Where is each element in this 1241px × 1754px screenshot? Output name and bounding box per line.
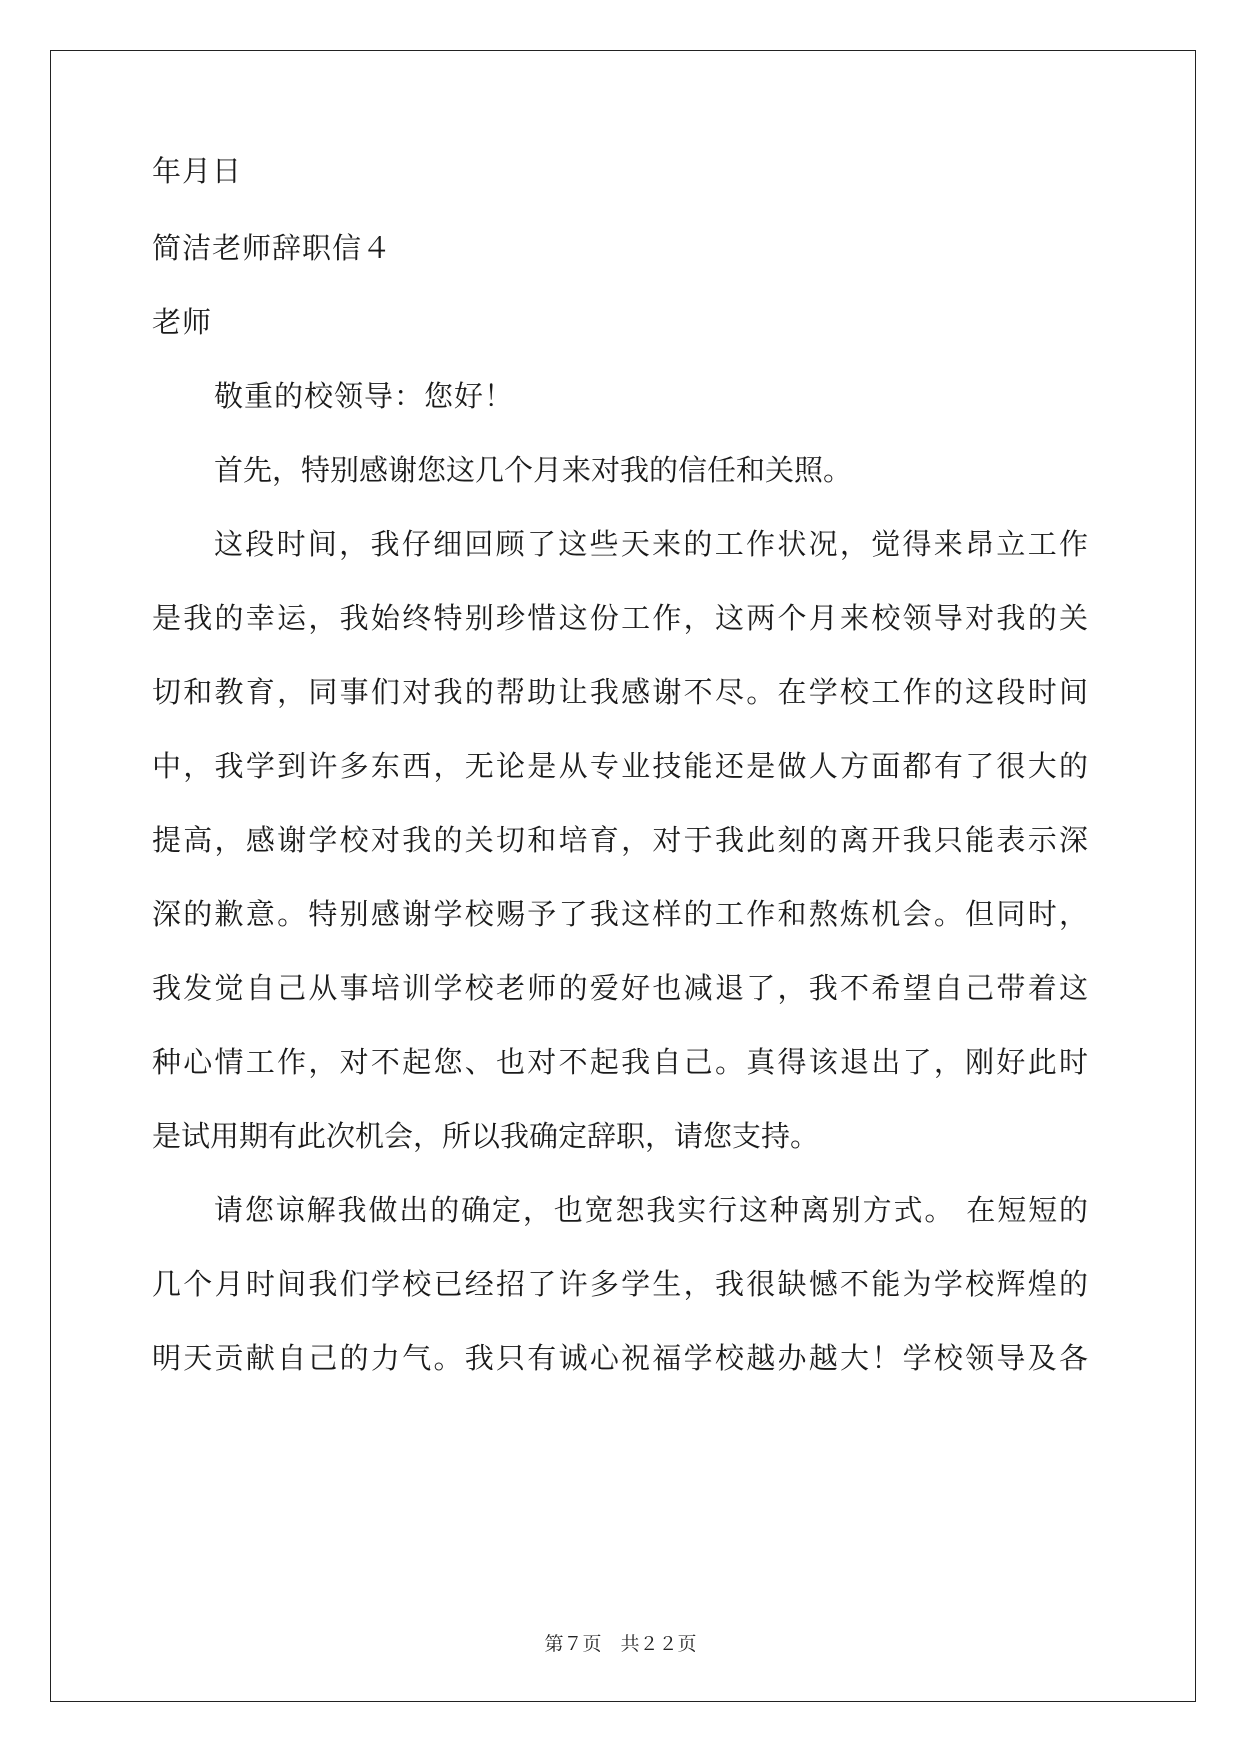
page-number: 第７页 共２２页 <box>544 1633 697 1655</box>
page-border <box>50 50 1196 1702</box>
body-line: 几个月时间我们学校已经招了许多学生，我很缺憾不能为学校辉煌的 <box>152 1267 1088 1301</box>
body-line: 请您谅解我做出的确定，也宽恕我实行这种离别方式。 在短短的 <box>214 1193 1088 1227</box>
body-line: 深的歉意。特别感谢学校赐予了我这样的工作和熬炼机会。但同时， <box>152 897 1088 931</box>
author-line: 老师 <box>152 305 213 339</box>
body-line: 切和教育，同事们对我的帮助让我感谢不尽。在学校工作的这段时间 <box>152 675 1088 709</box>
body-line: 是我的幸运，我始终特别珍惜这份工作，这两个月来校领导对我的关 <box>152 601 1088 635</box>
body-line: 这段时间，我仔细回顾了这些天来的工作状况，觉得来昂立工作 <box>214 527 1088 561</box>
salutation: 敬重的校领导：您好！ <box>214 379 515 413</box>
body-line: 我发觉自己从事培训学校老师的爱好也减退了，我不希望自己带着这 <box>152 971 1088 1005</box>
body-line: 中，我学到许多东西，无论是从专业技能还是做人方面都有了很大的 <box>152 749 1088 783</box>
body-line: 提高，感谢学校对我的关切和培育，对于我此刻的离开我只能表示深 <box>152 823 1088 857</box>
body-line: 是试用期有此次机会，所以我确定辞职，请您支持。 <box>152 1119 820 1153</box>
body-line: 明天贡献自己的力气。我只有诚心祝福学校越办越大！学校领导及各 <box>152 1341 1088 1375</box>
date-line: 年月日 <box>152 154 243 188</box>
body-line: 首先，特别感谢您这几个月来对我的信任和关照。 <box>214 453 853 487</box>
document-title: 简洁老师辞职信４ <box>152 231 393 265</box>
body-line: 种心情工作，对不起您、也对不起我自己。真得该退出了，刚好此时 <box>152 1045 1088 1079</box>
